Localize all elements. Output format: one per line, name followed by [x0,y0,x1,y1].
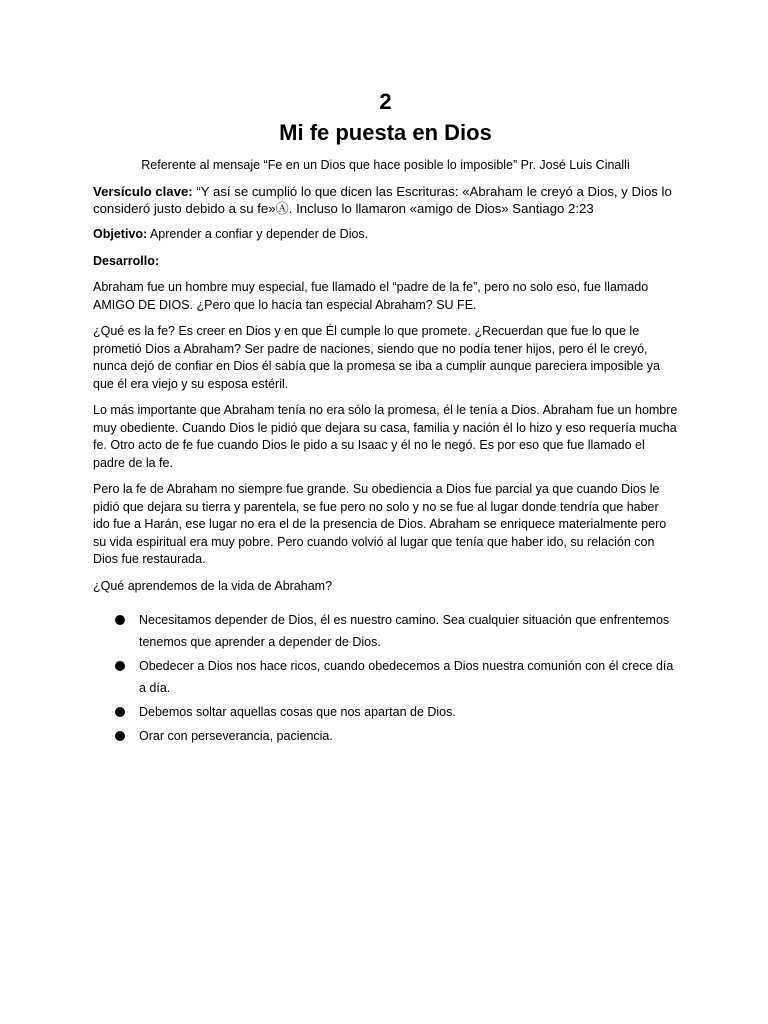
bullet-icon [115,615,125,625]
message-reference: Referente al mensaje “Fe en un Dios que hace posible lo imposible” Pr. José Luis Cinalli [141,158,630,172]
list-item-text: Debemos soltar aquellas cosas que nos apartan de Dios. [139,705,456,719]
list-item [115,609,678,653]
list-item-text: Necesitamos depender de Dios, él es nuestro camino. Sea cualquier situación que enfrentemos tenemos que aprender a depender de Dios. [139,613,670,649]
bullet-icon [115,661,125,671]
document-content [93,88,678,749]
paragraph-2: ¿Qué es la fe? Es creer en Dios y en que Él cumple lo que promete. ¿Recuerdan que fue lo que le prometió Dios a Abraham? Ser padre de naciones, siendo que no podía tener hijos, pero él le creyó, nunca dejó de confiar en Dios él sabía que la promesa se iba a cumplir aunque pareciera imposible ya que él era viejo y su esposa estéril. [93,324,661,391]
objective-text: Aprender a confiar y depender de Dios. [147,227,369,241]
key-verse-label: Versículo clave: [93,184,193,199]
key-verse-text: “Y así se cumplió lo que dicen las Escrituras: «Abraham le creyó a Dios, y Dios lo consideró justo debido a su fe»Ⓐ. Incluso lo llamaron «amigo de Dios» Santiago 2:23 [93,184,672,216]
list-item [115,701,678,723]
list-item [115,725,678,747]
objective-label: Objetivo: [93,227,148,241]
paragraph-3: Lo más importante que Abraham tenía no era sólo la promesa, él le tenía a Dios. Abraham fue un hombre muy obediente. Cuando Dios le pidió que dejara su casa, familia y nación él lo hizo y eso requería mucha fe. Otro acto de fe fue cuando Dios le pido a su Isaac y él no le negó. Es por eso que fue llamado el padre de la fe. [93,403,678,470]
list-item-text: Orar con perseverancia, paciencia. [139,729,333,743]
key-verse [93,183,678,217]
list-item [115,655,678,699]
list-item-text: Obedecer a Dios nos hace ricos, cuando obedecemos a Dios nuestra comunión con él crece día a día. [139,659,674,695]
development-label: Desarrollo: [93,253,159,268]
development-heading [93,253,678,271]
lessons-question: ¿Qué aprendemos de la vida de Abraham? [93,578,333,593]
paragraph-4: Pero la fe de Abraham no siempre fue grande. Su obediencia a Dios fue parcial ya que cuando Dios le pidió que dejara su tierra y parentela, se fue pero no solo y no se fue al lugar donde tendría que haber ido fue a Harán, ese lugar no era el de la presencia de Dios. Abraham se enriquece materialmente pero su vida espiritual era muy pobre. Pero cuando volvió al lugar que tenía que haber ido, su relación con Dios fue restaurada. [93,482,667,566]
bullet-icon [115,707,125,717]
page-title: Mi fe puesta en Dios [279,120,492,145]
bullet-icon [115,731,125,741]
lessons-list [93,609,678,747]
lesson-number: 2 [379,89,392,114]
paragraph-1: Abraham fue un hombre muy especial, fue llamado el “padre de la fe”, pero no solo eso, fue llamado AMIGO DE DIOS. ¿Pero que lo hacía tan especial Abraham? SU FE. [93,280,649,312]
objective [93,226,678,244]
